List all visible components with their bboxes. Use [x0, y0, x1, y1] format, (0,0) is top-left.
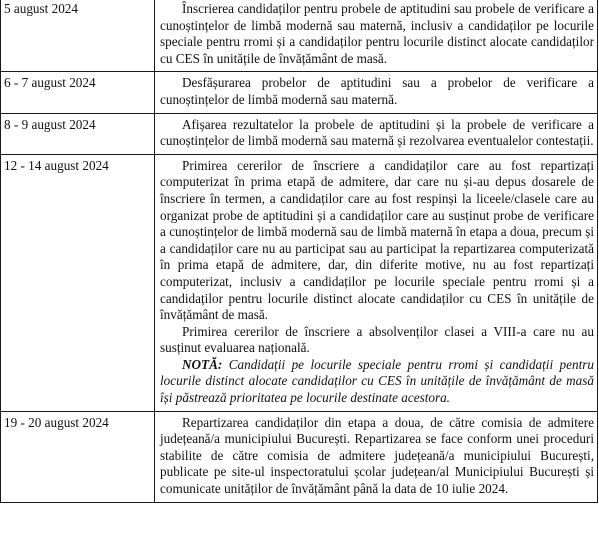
date-cell: 19 - 20 august 2024	[1, 411, 155, 502]
note-paragraph	[160, 357, 594, 407]
table-row	[1, 0, 598, 72]
date-cell: 12 - 14 august 2024	[1, 154, 155, 411]
description-cell	[155, 72, 598, 113]
description-paragraph: Desfășurarea probelor de aptitudini sau a probelor de verificare a cunoștințelor de limbă modernă sau maternă.	[160, 75, 594, 107]
description-paragraph: Primirea cererilor de înscriere a candidaților care au fost repartizați computerizat în prima etapă de admitere, dar care nu și-au depus dosarele de înscriere în termen, a candidaților care au fost respinși la liceele/clasele care au organizat probe de aptitudini și a candidaților care au susținut probe de verificare a cunoștințelor de limbă modernă sau de limbă maternă în etapa a doua, precum și a candidaților care nu au participat sau au participat la repartizarea computerizată în prima etapă de admitere, dar, din diferite motive, nu au fost repartizați computerizat, inclusiv a candidaților pe locurile speciale pentru rromi și a candidaților pentru locurile distinct alocate candidaților cu CES în unitățile de învățământ de masă.	[160, 157, 594, 323]
date-cell: 5 august 2024	[1, 0, 155, 72]
description-paragraph: Primirea cererilor de înscriere a absolvenților clasei a VIII-a care nu au susținut evaluarea națională.	[160, 323, 594, 356]
date-cell: 8 - 9 august 2024	[1, 113, 155, 154]
description-cell	[155, 154, 598, 411]
table-row	[1, 72, 598, 113]
description-paragraph: Înscrierea candidaților pentru probele de aptitudini sau probele de verificare a cunoștințelor de limbă modernă sau maternă, inclusiv a candidaților pe locurile speciale pentru rromi și a candidaților pentru locurile distinct alocate candidaților cu CES în unitățile de învățământ de masă.	[160, 1, 594, 66]
table-row	[1, 154, 598, 411]
table-row	[1, 113, 598, 154]
note-text: Candidații pe locurile speciale pentru rromi și candidații pentru locurile distinct alocate candidaților cu CES în unitățile de învățământ de masă își păstrează prioritatea pe locurile destinate acestora.	[160, 356, 594, 406]
description-paragraph: Afișarea rezultatelor la probele de aptitudini și la probele de verificare a cunoștințelor de limbă modernă sau maternă și rezolvarea eventualelor contestații.	[160, 116, 594, 149]
date-cell: 6 - 7 august 2024	[1, 72, 155, 113]
table-row	[1, 411, 598, 502]
description-paragraph: Repartizarea candidaților din etapa a doua, de către comisia de admitere județeană/a municipiului București. Repartizarea se face conform unei proceduri stabilite de către comisia de admitere județeană/a municipiului București, publicate pe site-ul inspectoratului școlar județean/al Municipiului București și comunicate unităților de învățământ până la data de 10 iulie 2024.	[160, 414, 594, 497]
note-label: NOTĂ:	[182, 356, 223, 372]
description-cell	[155, 113, 598, 154]
description-cell	[155, 0, 598, 72]
description-cell	[155, 411, 598, 502]
